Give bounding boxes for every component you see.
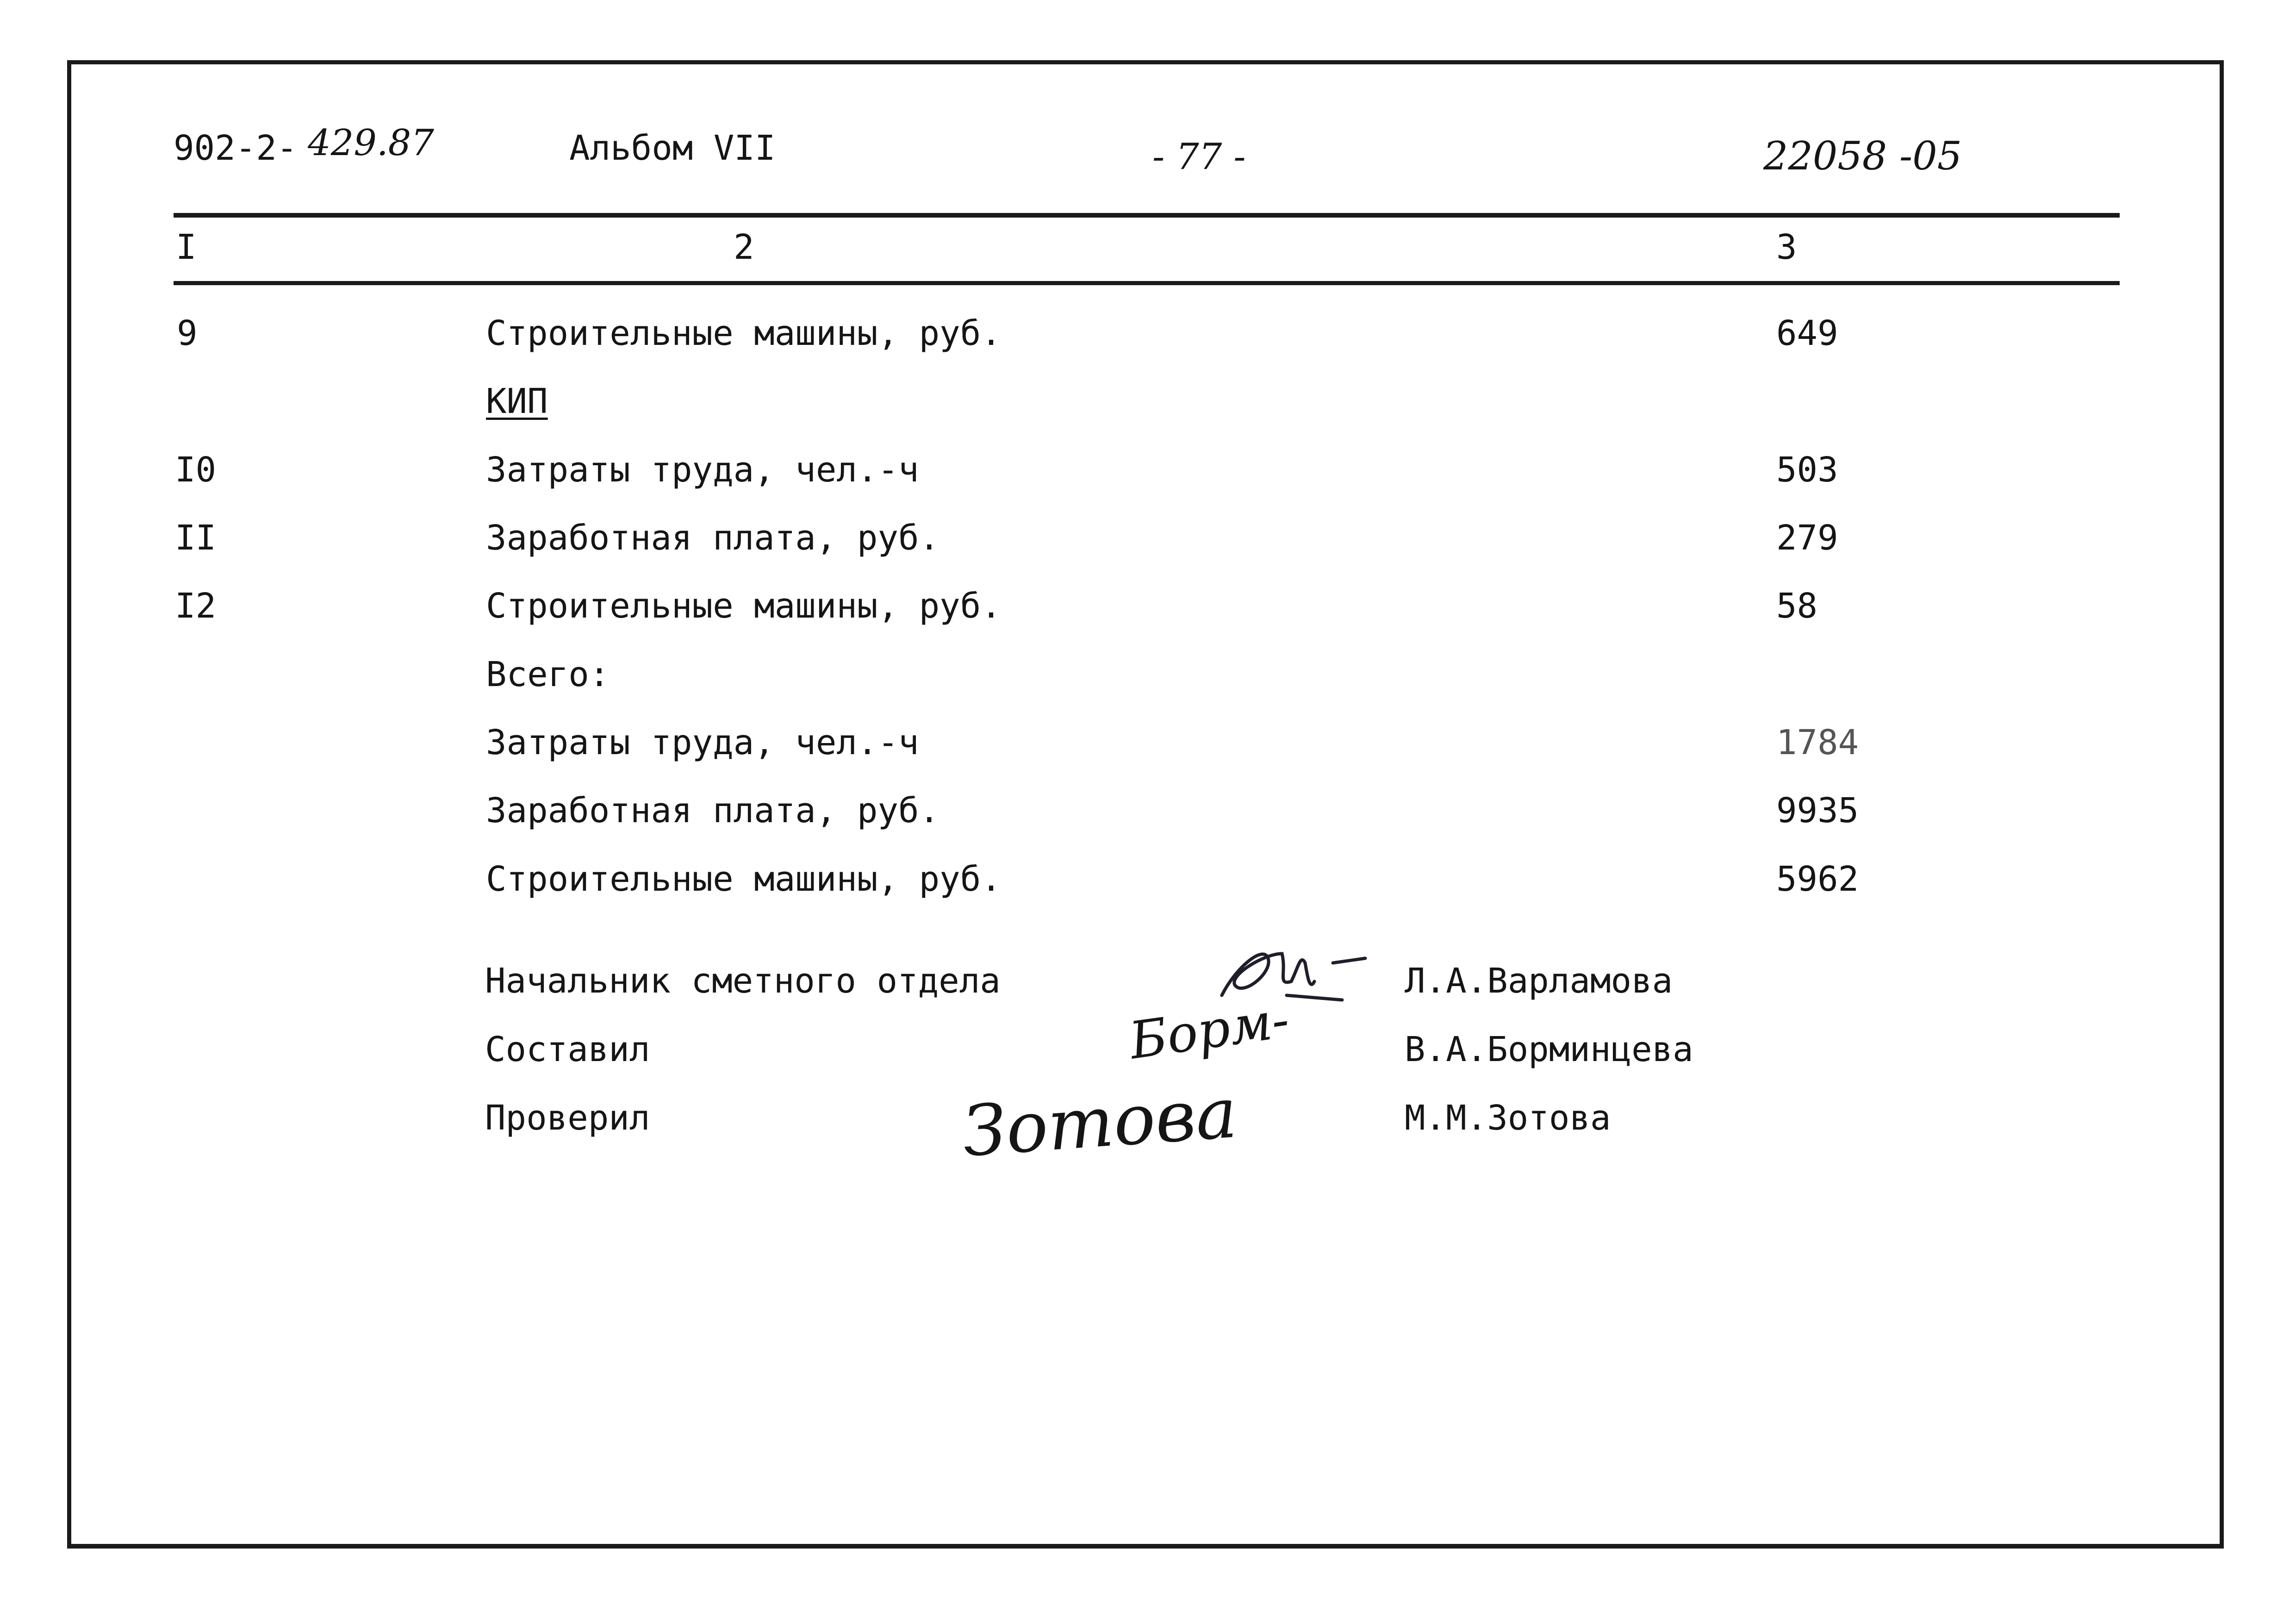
row-number: I2 [175, 586, 217, 626]
signature-name: Л.А.Варламова [1405, 961, 1673, 1001]
signature-role: Составил [485, 1030, 650, 1069]
doc-number-suffix: 429.87 [308, 122, 434, 164]
row-value: 503 [1776, 450, 1838, 490]
row-text: Строительные машины, руб. [486, 586, 1002, 626]
doc-number-prefix: 902-2- [174, 128, 298, 168]
signature-name: М.М.Зотова [1405, 1098, 1611, 1138]
total-heading: Всего: [486, 655, 610, 694]
header-rule-bottom [174, 281, 2120, 285]
signature-name: В.А.Борминцева [1405, 1030, 1693, 1069]
handwritten-signature-compiler: Борм- [1126, 989, 1293, 1071]
column-header-3: 3 [1776, 227, 1797, 267]
row-value: 58 [1776, 586, 1818, 626]
document-code: 22058 -05 [1763, 133, 1962, 179]
column-header-2: 2 [734, 227, 754, 267]
album-label: Альбом VII [569, 128, 776, 168]
signature-role: Начальник сметного отдела [485, 961, 1001, 1001]
row-value: 9935 [1776, 791, 1859, 831]
row-number: 9 [177, 313, 198, 353]
handwritten-signature-checker: Зотова [960, 1073, 1240, 1173]
page-number: - 77 - [1152, 136, 1246, 178]
row-text: Заработная плата, руб. [486, 518, 940, 558]
column-header-1: I [176, 227, 197, 267]
row-value: 5962 [1776, 859, 1859, 899]
row-text: Затраты труда, чел.-ч [486, 450, 919, 490]
header-rule-top [174, 213, 2120, 218]
row-value: 649 [1776, 313, 1838, 353]
row-text: Заработная плата, руб. [486, 791, 940, 831]
row-value: 1784 [1776, 723, 1859, 762]
row-text: Строительные машины, руб. [486, 313, 1002, 353]
row-number: I0 [175, 450, 217, 490]
section-heading-kip: КИП [486, 381, 548, 421]
signature-role: Проверил [485, 1098, 650, 1138]
row-text: Затраты труда, чел.-ч [486, 723, 919, 762]
row-number: II [175, 518, 217, 558]
row-text: Строительные машины, руб. [486, 859, 1002, 899]
row-value: 279 [1776, 518, 1838, 558]
